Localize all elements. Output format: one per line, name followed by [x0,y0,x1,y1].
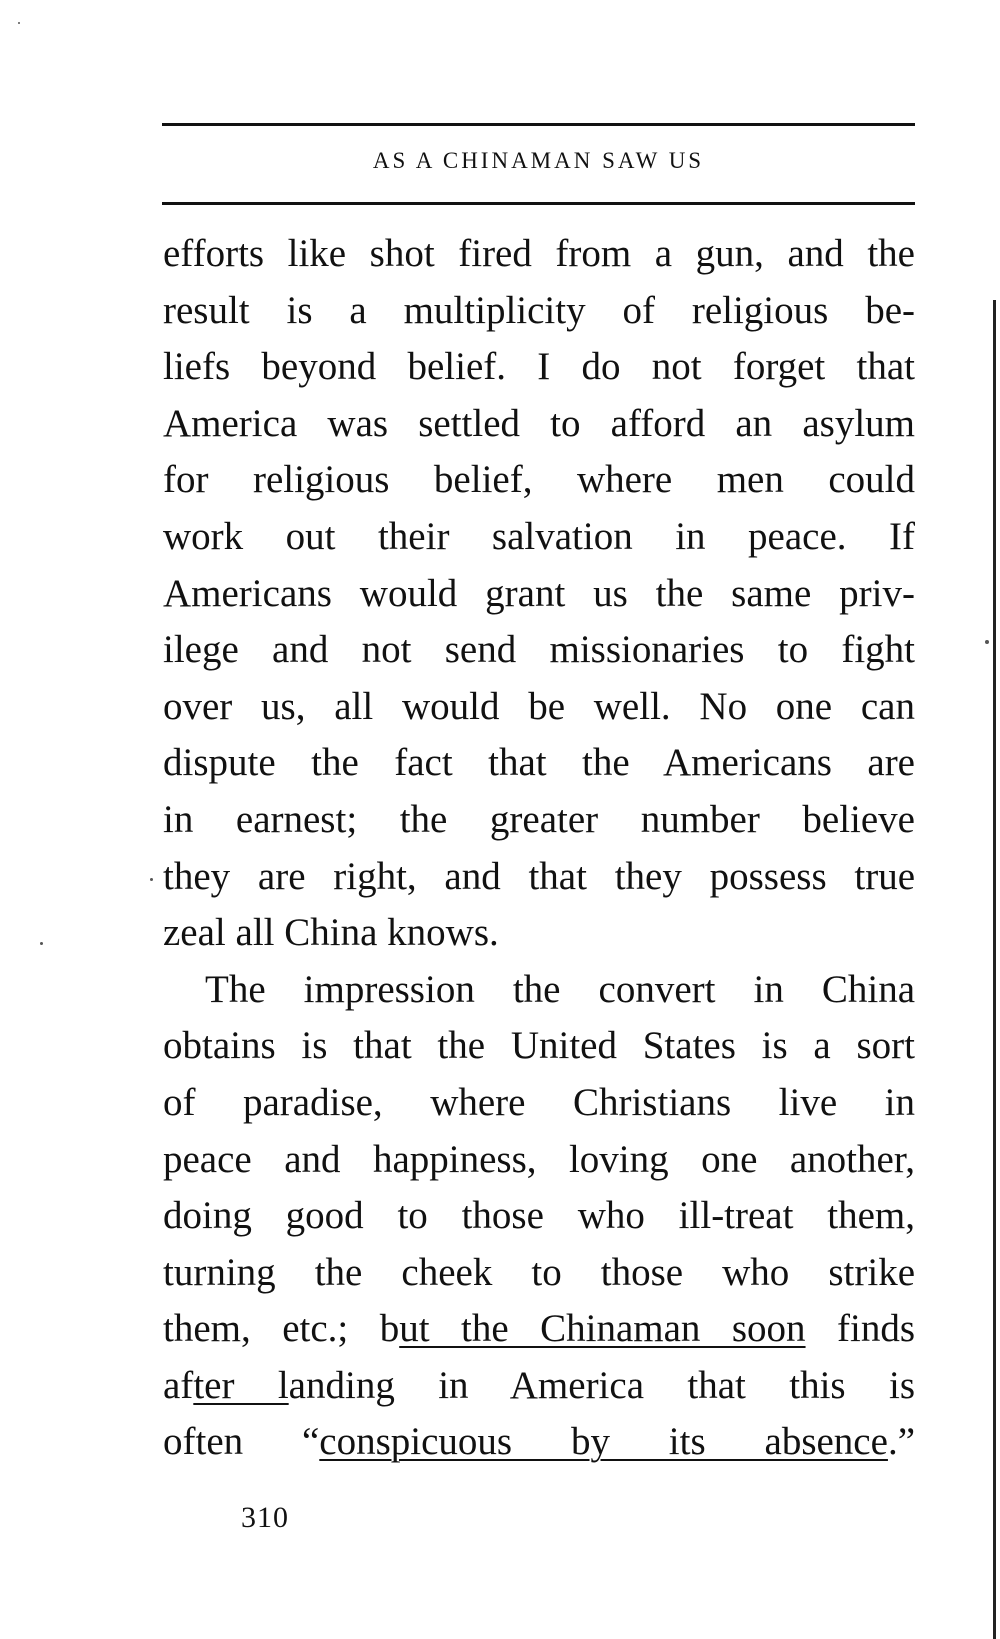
text-line: America was settled to afford an asylum [163,401,915,445]
underlined-segment: ut the Chinaman soon [399,1307,806,1351]
text-line: work out their salvation in peace. If [163,514,915,558]
line-segment: anding in America that this is [288,1363,915,1407]
scan-speck [18,22,20,24]
page-number: 310 [241,1501,289,1534]
scan-speck [985,640,989,644]
line-segment: often “ [163,1420,320,1464]
text-line: zeal all China knows. [163,911,499,955]
text-line: efforts like shot fired from a gun, and the [163,232,915,275]
scan-speck [40,942,43,945]
running-head: AS A CHINAMAN SAW US [372,148,705,173]
text-line: The impression the convert in China [205,967,915,1011]
text-line-underlined [163,1414,915,1471]
page-edge-line [993,300,996,1639]
line-segment: af [163,1363,194,1407]
text-line: Americans would grant us the same priv- [163,571,915,615]
text-line: for religious belief, where men could [163,458,915,502]
header-rule-bottom [162,202,915,205]
text-line: result is a multiplicity of religious be- [163,288,915,332]
text-line-underlined [163,1358,915,1415]
text-line: over us, all would be well. No one can [163,684,915,728]
line-segment: .” [887,1420,915,1464]
text-line: peace and happiness, loving one another, [163,1137,915,1181]
body-text [163,226,915,1471]
text-line: turning the cheek to those who strike [163,1250,915,1294]
text-line: ilege and not send missionaries to fight [163,628,915,672]
text-line: doing good to those who ill-treat them, [163,1194,915,1238]
header-rule-top [162,123,915,126]
text-line: they are right, and that they possess true [163,854,915,898]
text-line: in earnest; the greater number believe [163,797,915,841]
underlined-segment: conspicuous by its absence [319,1420,888,1464]
line-segment: finds [805,1307,916,1351]
text-line: dispute the fact that the Americans are [163,741,915,785]
underlined-segment: ter l [193,1363,289,1407]
scan-speck [150,878,153,881]
text-line: liefs beyond belief. I do not forget that [163,345,915,389]
text-line: of paradise, where Christians live in [163,1080,915,1124]
line-segment: them, etc.; b [163,1307,400,1351]
text-line-underlined [163,1301,915,1358]
text-line: obtains is that the United States is a sort [163,1024,915,1068]
